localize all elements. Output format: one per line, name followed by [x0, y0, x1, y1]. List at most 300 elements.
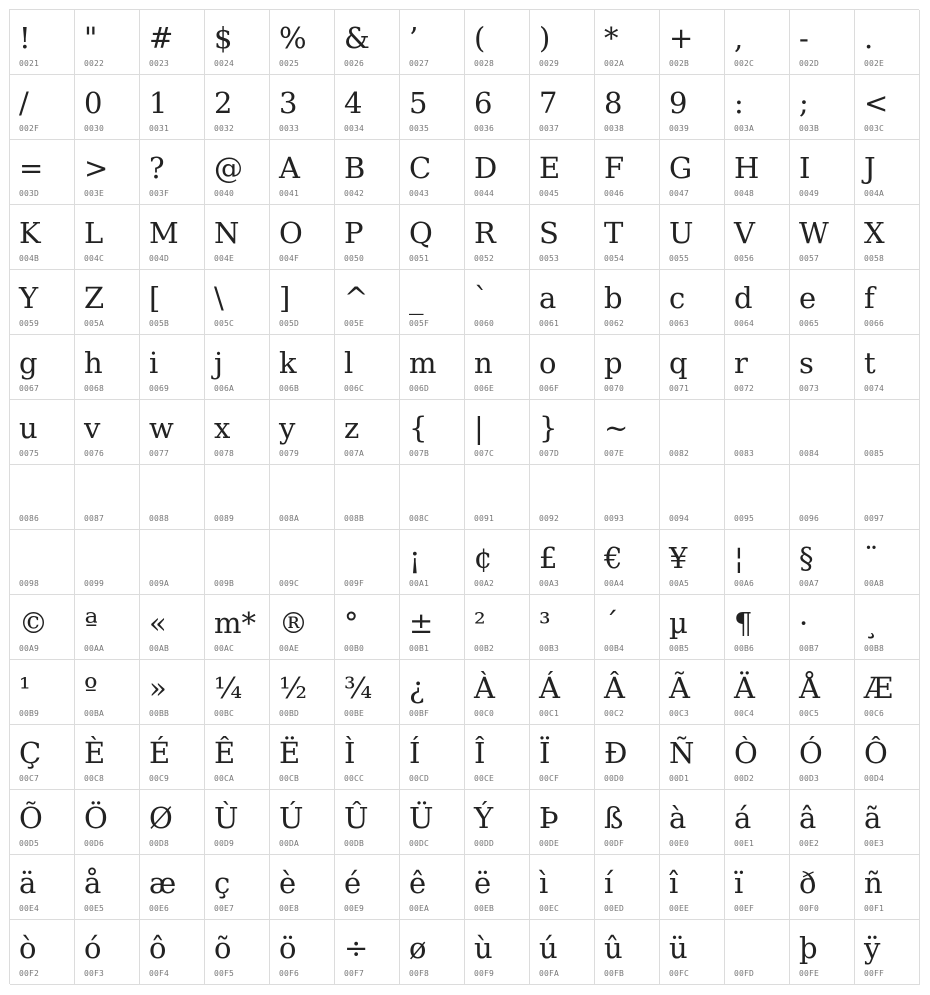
glyph-sample: D [474, 151, 498, 185]
codepoint-label: 00E6 [149, 904, 170, 913]
codepoint-label: 009F [344, 579, 365, 588]
codepoint-label: 0031 [149, 124, 170, 133]
glyph-cell [270, 10, 335, 75]
codepoint-label: 0054 [604, 254, 625, 263]
glyph-cell [10, 465, 75, 530]
glyph-cell [140, 10, 205, 75]
glyph-sample: 2 [214, 86, 233, 120]
glyph-sample: @ [214, 151, 243, 185]
codepoint-label: 0058 [864, 254, 885, 263]
codepoint-label: 00BE [344, 709, 365, 718]
codepoint-label: 00F8 [409, 969, 430, 978]
codepoint-label: 0053 [539, 254, 560, 263]
glyph-cell [465, 400, 530, 465]
glyph-cell [530, 920, 595, 985]
glyph-cell [205, 855, 270, 920]
glyph-cell [530, 270, 595, 335]
glyph-cell [855, 725, 920, 790]
codepoint-label: 00A5 [669, 579, 690, 588]
codepoint-label: 0039 [669, 124, 690, 133]
codepoint-label: 002A [604, 59, 625, 68]
glyph-cell [660, 660, 725, 725]
glyph-sample: à [669, 801, 687, 835]
glyph-cell [10, 725, 75, 790]
glyph-cell [205, 400, 270, 465]
glyph-sample: Ù [214, 801, 239, 835]
codepoint-label: 00F0 [799, 904, 820, 913]
glyph-cell [465, 595, 530, 660]
glyph-cell [790, 10, 855, 75]
glyph-cell [75, 400, 140, 465]
glyph-sample: Ñ [669, 736, 695, 770]
glyph-cell [270, 140, 335, 205]
glyph-sample: å [84, 866, 102, 900]
glyph-sample: þ [799, 931, 818, 965]
glyph-sample: U [669, 216, 694, 250]
glyph-sample: ê [409, 866, 427, 900]
codepoint-label: 00A4 [604, 579, 625, 588]
glyph-sample: ´ [604, 606, 619, 640]
codepoint-label: 00D0 [604, 774, 625, 783]
glyph-cell [270, 660, 335, 725]
glyph-cell [335, 595, 400, 660]
glyph-cell [660, 920, 725, 985]
codepoint-label: 0024 [214, 59, 235, 68]
glyph-cell [205, 790, 270, 855]
glyph-sample: g [19, 346, 38, 380]
codepoint-label: 0032 [214, 124, 235, 133]
glyph-cell [400, 725, 465, 790]
glyph-sample: I [799, 151, 811, 185]
glyph-sample: Ü [409, 801, 434, 835]
glyph-cell [790, 855, 855, 920]
glyph-sample: q [669, 346, 688, 380]
glyph-cell [790, 725, 855, 790]
codepoint-label: 0095 [734, 514, 755, 523]
codepoint-label: 00F1 [864, 904, 885, 913]
glyph-cell [75, 270, 140, 335]
glyph-sample: B [344, 151, 366, 185]
codepoint-label: 0069 [149, 384, 170, 393]
glyph-cell [595, 270, 660, 335]
codepoint-label: 0040 [214, 189, 235, 198]
glyph-cell [465, 10, 530, 75]
glyph-sample: ß [604, 801, 624, 835]
codepoint-label: 006C [344, 384, 365, 393]
glyph-cell [270, 595, 335, 660]
codepoint-label: 00D1 [669, 774, 690, 783]
glyph-cell [725, 205, 790, 270]
codepoint-label: 00B3 [539, 644, 560, 653]
codepoint-label: 002F [19, 124, 40, 133]
glyph-sample: d [734, 281, 753, 315]
glyph-cell [140, 725, 205, 790]
codepoint-label: 00E8 [279, 904, 300, 913]
glyph-cell [660, 530, 725, 595]
glyph-sample: M [149, 216, 179, 250]
codepoint-label: 0060 [474, 319, 495, 328]
codepoint-label: 00C5 [799, 709, 820, 718]
glyph-sample: J [864, 151, 876, 185]
glyph-cell [595, 205, 660, 270]
codepoint-label: 00CB [279, 774, 300, 783]
glyph-sample: ¿ [409, 671, 425, 705]
glyph-sample: ] [279, 281, 291, 315]
codepoint-label: 0030 [84, 124, 105, 133]
glyph-cell [335, 465, 400, 530]
glyph-sample: z [344, 411, 360, 445]
glyph-cell [790, 75, 855, 140]
codepoint-label: 00C1 [539, 709, 560, 718]
glyph-cell [595, 855, 660, 920]
codepoint-label: 0026 [344, 59, 365, 68]
glyph-sample: í [604, 866, 614, 900]
codepoint-label: 0021 [19, 59, 40, 68]
glyph-cell [790, 790, 855, 855]
codepoint-label: 00AA [84, 644, 105, 653]
glyph-sample: ª [84, 606, 98, 640]
codepoint-label: 00F5 [214, 969, 235, 978]
glyph-cell [660, 855, 725, 920]
codepoint-label: 00C6 [864, 709, 885, 718]
glyph-cell [725, 335, 790, 400]
glyph-sample: ; [799, 86, 809, 120]
codepoint-label: 0045 [539, 189, 560, 198]
codepoint-label: 006A [214, 384, 235, 393]
codepoint-label: 0082 [669, 449, 690, 458]
glyph-cell [335, 660, 400, 725]
glyph-sample: ½ [279, 671, 308, 705]
glyph-sample: w [149, 411, 174, 445]
glyph-sample: ® [279, 606, 308, 640]
glyph-sample: e [799, 281, 817, 315]
glyph-cell [335, 400, 400, 465]
glyph-cell [725, 660, 790, 725]
glyph-cell [335, 205, 400, 270]
codepoint-label: 0098 [19, 579, 40, 588]
glyph-sample: - [799, 21, 809, 55]
codepoint-label: 00ED [604, 904, 625, 913]
glyph-sample: / [19, 86, 29, 120]
codepoint-label: 007D [539, 449, 560, 458]
glyph-cell [595, 400, 660, 465]
codepoint-label: 0034 [344, 124, 365, 133]
glyph-cell [400, 270, 465, 335]
glyph-sample: Ð [604, 736, 628, 770]
glyph-sample: µ [669, 606, 688, 640]
codepoint-label: 0052 [474, 254, 495, 263]
glyph-cell [660, 10, 725, 75]
codepoint-label: 00FB [604, 969, 625, 978]
glyph-sample: F [604, 151, 625, 185]
codepoint-label: 0048 [734, 189, 755, 198]
codepoint-label: 00E2 [799, 839, 820, 848]
glyph-cell [335, 920, 400, 985]
codepoint-label: 00EE [669, 904, 690, 913]
glyph-sample: ’ [409, 21, 419, 55]
codepoint-label: 00FA [539, 969, 560, 978]
codepoint-label: 00BB [149, 709, 170, 718]
codepoint-label: 004A [864, 189, 885, 198]
glyph-sample: ? [149, 151, 165, 185]
glyph-sample: 5 [409, 86, 428, 120]
glyph-cell [855, 595, 920, 660]
codepoint-label: 0075 [19, 449, 40, 458]
glyph-sample: â [799, 801, 817, 835]
codepoint-label: 00DF [604, 839, 625, 848]
codepoint-label: 00DD [474, 839, 495, 848]
glyph-cell [400, 660, 465, 725]
codepoint-label: 0027 [409, 59, 430, 68]
glyph-sample: ° [344, 606, 359, 640]
codepoint-label: 0087 [84, 514, 105, 523]
glyph-cell [335, 855, 400, 920]
codepoint-label: 0059 [19, 319, 40, 328]
glyph-cell [725, 400, 790, 465]
glyph-sample: T [604, 216, 624, 250]
glyph-cell [465, 465, 530, 530]
glyph-sample: € [604, 541, 623, 575]
glyph-cell [140, 790, 205, 855]
codepoint-label: 0056 [734, 254, 755, 263]
codepoint-label: 00D2 [734, 774, 755, 783]
codepoint-label: 0035 [409, 124, 430, 133]
glyph-sample: « [149, 606, 167, 640]
glyph-sample: K [19, 216, 41, 250]
glyph-cell [725, 270, 790, 335]
glyph-sample: } [539, 411, 558, 445]
glyph-cell [725, 855, 790, 920]
glyph-cell [465, 725, 530, 790]
glyph-cell [855, 790, 920, 855]
glyph-cell [10, 335, 75, 400]
codepoint-label: 003B [799, 124, 820, 133]
glyph-cell [595, 790, 660, 855]
glyph-sample: A [279, 151, 300, 185]
glyph-sample: P [344, 216, 364, 250]
glyph-sample: Ø [149, 801, 173, 835]
glyph-sample: 6 [474, 86, 493, 120]
codepoint-label: 0025 [279, 59, 300, 68]
glyph-cell [140, 530, 205, 595]
codepoint-label: 00CD [409, 774, 430, 783]
glyph-sample: & [344, 21, 370, 55]
glyph-sample: § [799, 541, 814, 575]
codepoint-label: 007B [409, 449, 430, 458]
glyph-cell [205, 335, 270, 400]
glyph-sample: Ý [474, 801, 494, 835]
glyph-cell [790, 270, 855, 335]
codepoint-label: 006B [279, 384, 300, 393]
codepoint-label: 007C [474, 449, 495, 458]
codepoint-label: 0079 [279, 449, 300, 458]
glyph-cell [595, 335, 660, 400]
glyph-cell [205, 660, 270, 725]
glyph-cell [595, 725, 660, 790]
glyph-sample: s [799, 346, 814, 380]
codepoint-label: 00F3 [84, 969, 105, 978]
glyph-sample: H [734, 151, 760, 185]
glyph-cell [530, 855, 595, 920]
glyph-cell [400, 465, 465, 530]
glyph-cell [75, 855, 140, 920]
glyph-cell [465, 530, 530, 595]
codepoint-label: 00CA [214, 774, 235, 783]
codepoint-label: 003C [864, 124, 885, 133]
glyph-sample: Ä [734, 671, 755, 705]
glyph-sample: 9 [669, 86, 688, 120]
codepoint-label: 005B [149, 319, 170, 328]
glyph-sample: 0 [84, 86, 103, 120]
codepoint-label: 00E9 [344, 904, 365, 913]
glyph-sample: ñ [864, 866, 883, 900]
glyph-sample: i [149, 346, 159, 380]
codepoint-label: 00D8 [149, 839, 170, 848]
glyph-sample: " [84, 21, 98, 55]
glyph-sample: $ [214, 21, 233, 55]
glyph-cell [400, 335, 465, 400]
glyph-cell [140, 205, 205, 270]
codepoint-label: 00EA [409, 904, 430, 913]
glyph-cell [400, 855, 465, 920]
codepoint-label: 0061 [539, 319, 560, 328]
glyph-sample: £ [539, 541, 558, 575]
codepoint-label: 00B2 [474, 644, 495, 653]
codepoint-label: 00A8 [864, 579, 885, 588]
glyph-sample: é [344, 866, 362, 900]
codepoint-label: 00B1 [409, 644, 430, 653]
glyph-sample: ) [539, 21, 551, 55]
glyph-sample: ü [669, 931, 688, 965]
glyph-cell [530, 595, 595, 660]
glyph-cell [465, 855, 530, 920]
glyph-sample: > [84, 151, 109, 185]
codepoint-label: 003D [19, 189, 40, 198]
codepoint-label: 0064 [734, 319, 755, 328]
glyph-sample: | [474, 411, 484, 445]
codepoint-label: 00B5 [669, 644, 690, 653]
glyph-sample: + [669, 21, 694, 55]
codepoint-label: 0038 [604, 124, 625, 133]
glyph-cell [725, 75, 790, 140]
codepoint-label: 002C [734, 59, 755, 68]
codepoint-label: 00D9 [214, 839, 235, 848]
glyph-cell [335, 10, 400, 75]
codepoint-label: 00C7 [19, 774, 40, 783]
codepoint-label: 00C3 [669, 709, 690, 718]
codepoint-label: 0070 [604, 384, 625, 393]
glyph-sample: Ó [799, 736, 823, 770]
glyph-cell [725, 140, 790, 205]
glyph-cell [530, 530, 595, 595]
glyph-sample: Ì [344, 736, 356, 770]
glyph-sample: # [149, 21, 174, 55]
glyph-sample: ¢ [474, 541, 493, 575]
glyph-cell [335, 335, 400, 400]
codepoint-label: 00C8 [84, 774, 105, 783]
codepoint-label: 0078 [214, 449, 235, 458]
codepoint-label: 00E7 [214, 904, 235, 913]
glyph-cell [335, 790, 400, 855]
glyph-sample: < [864, 86, 889, 120]
codepoint-label: 002D [799, 59, 820, 68]
codepoint-label: 00A6 [734, 579, 755, 588]
glyph-sample: Z [84, 281, 105, 315]
glyph-cell [270, 855, 335, 920]
glyph-cell [400, 10, 465, 75]
glyph-cell [270, 75, 335, 140]
glyph-sample: È [84, 736, 106, 770]
glyph-sample: Ú [279, 801, 304, 835]
glyph-cell [270, 790, 335, 855]
glyph-cell [75, 790, 140, 855]
codepoint-label: 0037 [539, 124, 560, 133]
glyph-cell [855, 75, 920, 140]
glyph-sample: * [604, 21, 619, 55]
glyph-cell [10, 790, 75, 855]
codepoint-label: 00C2 [604, 709, 625, 718]
glyph-sample: Û [344, 801, 369, 835]
glyph-sample: ( [474, 21, 486, 55]
codepoint-label: 0071 [669, 384, 690, 393]
glyph-cell [855, 855, 920, 920]
glyph-cell [140, 855, 205, 920]
glyph-sample: p [604, 346, 623, 380]
codepoint-label: 003F [149, 189, 170, 198]
glyph-cell [660, 335, 725, 400]
glyph-sample: Ë [279, 736, 301, 770]
glyph-sample: ¦ [734, 541, 744, 575]
codepoint-label: 0084 [799, 449, 820, 458]
glyph-cell [790, 920, 855, 985]
glyph-sample: : [734, 86, 744, 120]
codepoint-label: 00AE [279, 644, 300, 653]
glyph-cell [140, 400, 205, 465]
glyph-sample: f [864, 281, 875, 315]
glyph-sample: ² [474, 606, 486, 640]
glyph-sample: Á [539, 671, 560, 705]
glyph-sample: ã [864, 801, 882, 835]
codepoint-label: 00FD [734, 969, 755, 978]
codepoint-label: 004C [84, 254, 105, 263]
codepoint-label: 00EF [734, 904, 755, 913]
glyph-sample: À [474, 671, 495, 705]
glyph-sample: G [669, 151, 693, 185]
glyph-cell [75, 725, 140, 790]
glyph-cell [595, 920, 660, 985]
glyph-sample: á [734, 801, 752, 835]
glyph-cell [335, 270, 400, 335]
codepoint-label: 00E3 [864, 839, 885, 848]
glyph-sample: a [539, 281, 557, 315]
glyph-cell [725, 530, 790, 595]
glyph-cell [10, 75, 75, 140]
glyph-sample: j [214, 346, 223, 380]
codepoint-label: 0077 [149, 449, 170, 458]
glyph-sample: Y [19, 281, 39, 315]
codepoint-label: 00FE [799, 969, 820, 978]
glyph-cell [855, 920, 920, 985]
glyph-cell [140, 465, 205, 530]
glyph-cell [465, 75, 530, 140]
glyph-cell [660, 75, 725, 140]
glyph-cell [790, 205, 855, 270]
glyph-cell [10, 10, 75, 75]
codepoint-label: 003A [734, 124, 755, 133]
glyph-sample: [ [149, 281, 161, 315]
codepoint-label: 0042 [344, 189, 365, 198]
codepoint-label: 0092 [539, 514, 560, 523]
